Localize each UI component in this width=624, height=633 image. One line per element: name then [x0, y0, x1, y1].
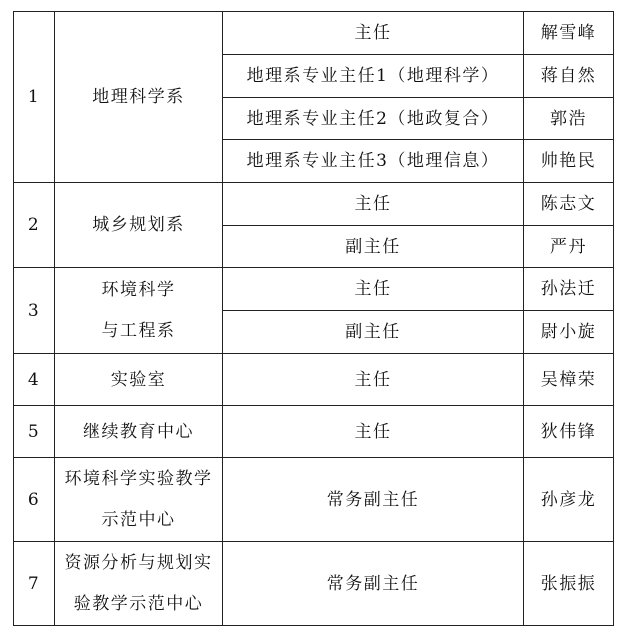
- name-cell: 狄伟锋: [524, 406, 614, 458]
- row-index: 5: [14, 406, 55, 458]
- name-cell: 孙彦龙: [524, 458, 614, 542]
- department-name: 继续教育中心: [83, 421, 194, 442]
- position-cell: 常务副主任: [223, 542, 524, 626]
- position-cell: 主任: [223, 183, 524, 226]
- department-cell: [55, 12, 223, 183]
- position-cell: 地理系专业主任1（地理科学）: [223, 55, 524, 98]
- name-cell: 尉小旋: [524, 311, 614, 354]
- table-row: [14, 406, 614, 458]
- name-cell: 帅艳民: [524, 140, 614, 183]
- position-cell: 副主任: [223, 311, 524, 354]
- department-name: 实验室: [110, 369, 167, 390]
- position-cell: 主任: [223, 268, 524, 311]
- position-cell: 副主任: [223, 226, 524, 268]
- department-cell: [55, 354, 223, 406]
- department-name: 城乡规划系: [92, 215, 185, 235]
- department-name-line-2: 验教学示范中心: [73, 594, 204, 614]
- table-row: [14, 183, 614, 226]
- table-row: [14, 268, 614, 311]
- name-cell: 解雪峰: [524, 12, 614, 55]
- table-row: [14, 12, 614, 55]
- position-cell: 主任: [223, 354, 524, 406]
- table-row: [14, 458, 614, 542]
- name-cell: 陈志文: [524, 183, 614, 226]
- department-cell: [55, 458, 223, 542]
- position-cell: 主任: [223, 406, 524, 458]
- name-cell: 严丹: [524, 226, 614, 268]
- department-name: 地理科学系: [92, 87, 185, 107]
- department-cell: [55, 183, 223, 268]
- name-cell: 张振振: [524, 542, 614, 626]
- row-index: 2: [14, 183, 55, 268]
- row-index: 3: [14, 268, 55, 354]
- name-cell: 郭浩: [524, 98, 614, 140]
- row-index: 4: [14, 354, 55, 406]
- department-name-line-1: 资源分析与规划实: [64, 553, 213, 573]
- row-index: 1: [14, 12, 55, 183]
- department-cell: [55, 542, 223, 626]
- name-cell: 蒋自然: [524, 55, 614, 98]
- position-cell: 常务副主任: [223, 458, 524, 542]
- row-index: 6: [14, 458, 55, 542]
- position-cell: 地理系专业主任2（地政复合）: [223, 98, 524, 140]
- row-index: 7: [14, 542, 55, 626]
- position-cell: 主任: [223, 12, 524, 55]
- department-name-line-1: 环境科学: [101, 280, 176, 300]
- name-cell: 吴樟荣: [524, 354, 614, 406]
- department-cell: [55, 268, 223, 354]
- position-cell: 地理系专业主任3（地理信息）: [223, 140, 524, 183]
- department-name-line-2: 与工程系: [101, 321, 176, 341]
- name-cell: 孙法迁: [524, 268, 614, 311]
- department-name-line-1: 环境科学实验教学: [64, 469, 213, 489]
- table-row: [14, 354, 614, 406]
- department-cell: [55, 406, 223, 458]
- table-row: [14, 542, 614, 626]
- department-name-line-2: 示范中心: [101, 510, 176, 530]
- department-staff-table: [13, 11, 614, 626]
